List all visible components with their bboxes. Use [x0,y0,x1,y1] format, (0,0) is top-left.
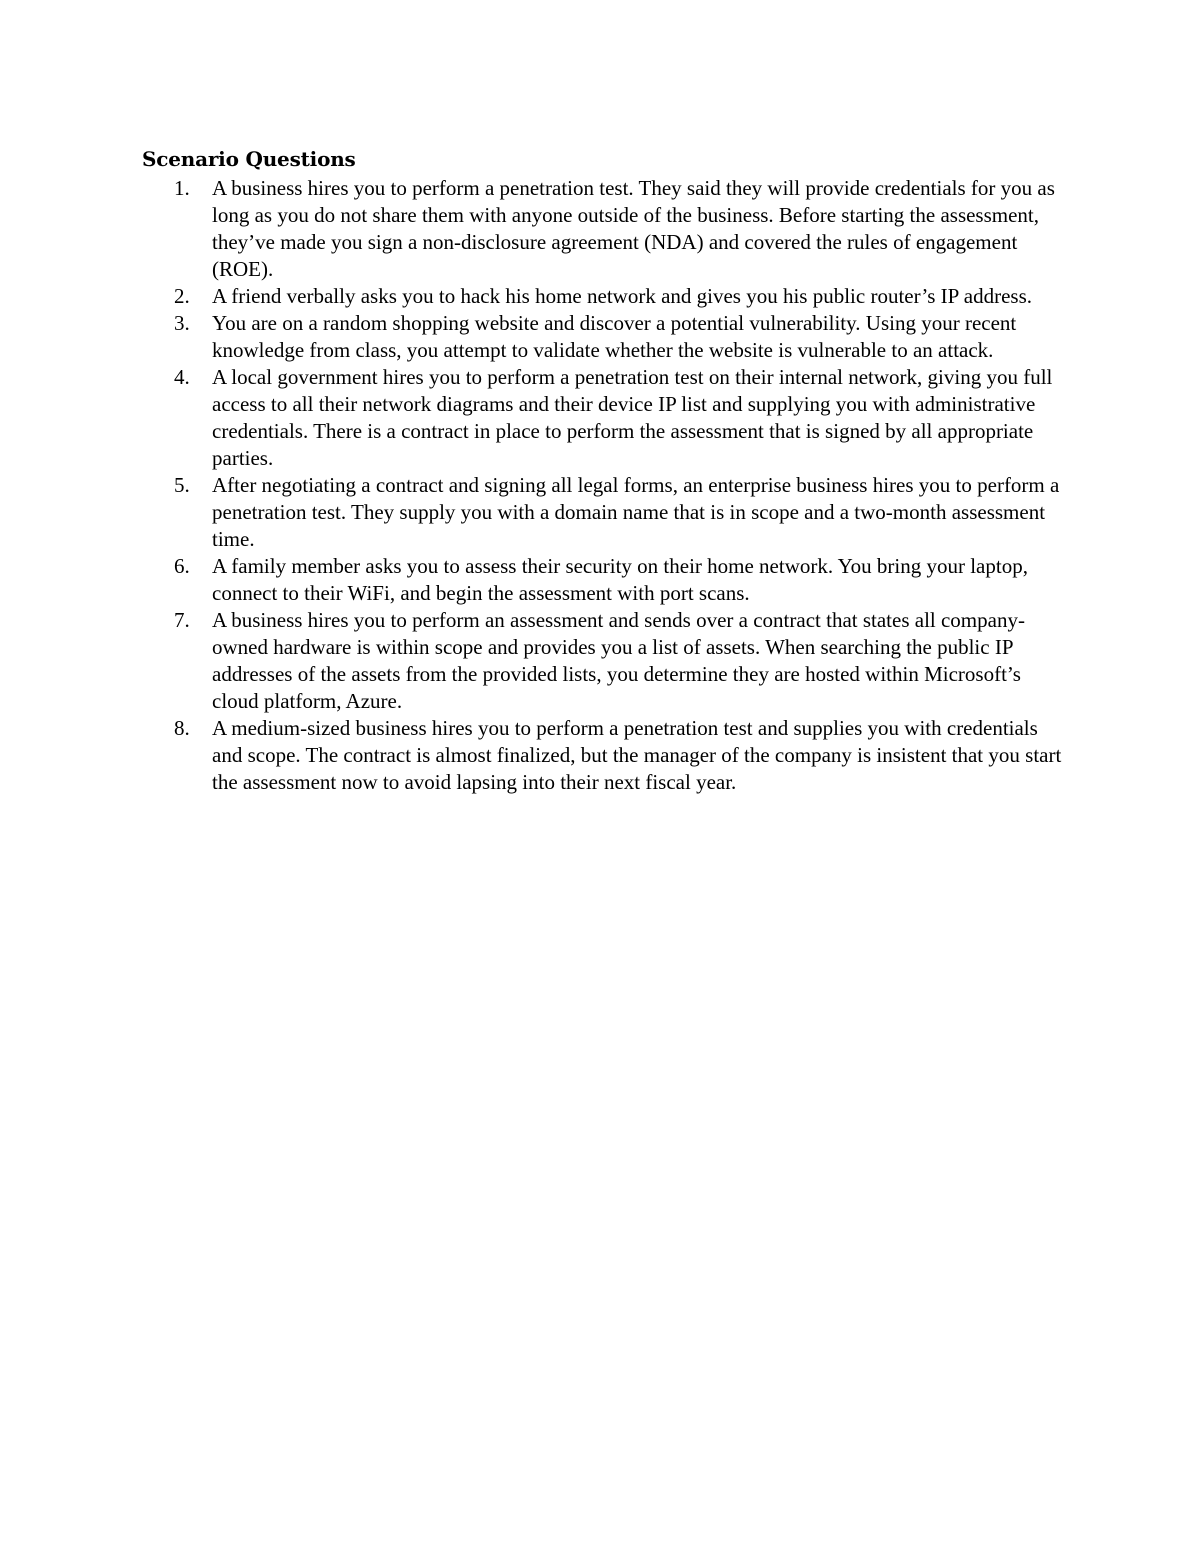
document-body [142,146,1072,796]
question-item-6 [142,553,1072,607]
question-text: A business hires you to perform an assessment and sends over a contract that states all company-owned hardware is within scope and provides you a list of assets. When searching the public IP addresses of the assets from the provided lists, you determine they are hosted within Microsoft’s cloud platform, Azure. [212,608,1025,713]
question-text: A business hires you to perform a penetration test. They said they will provide credentials for you as long as you do not share them with anyone outside of the business. Before starting the assessment, they’ve made you sign a non-disclosure agreement (NDA) and covered the rules of engagement (ROE). [212,176,1055,281]
question-number: 5. [174,473,190,497]
question-number: 6. [174,554,190,578]
question-text: You are on a random shopping website and discover a potential vulnerability. Using your recent knowledge from class, you attempt to validate whether the website is vulnerable to an attack. [212,311,1017,362]
section-heading: Scenario Questions [142,147,356,171]
question-text: A local government hires you to perform a penetration test on their internal network, giving you full access to all their network diagrams and their device IP list and supplying you with administrative credentials. There is a contract in place to perform the assessment that is signed by all appropriate parties. [212,365,1053,470]
question-number: 2. [174,284,190,308]
question-number: 3. [174,311,190,335]
question-item-8 [142,715,1072,796]
question-number: 1. [174,176,190,200]
question-item-7 [142,607,1072,715]
question-item-3 [142,310,1072,364]
question-text: A family member asks you to assess their security on their home network. You bring your laptop, connect to their WiFi, and begin the assessment with port scans. [212,554,1028,605]
question-number: 7. [174,608,190,632]
question-list [142,175,1072,796]
question-number: 8. [174,716,190,740]
question-item-5 [142,472,1072,553]
question-text: A friend verbally asks you to hack his home network and gives you his public router’s IP address. [212,284,1033,308]
question-item-2 [142,283,1072,310]
question-number: 4. [174,365,190,389]
question-text: After negotiating a contract and signing all legal forms, an enterprise business hires you to perform a penetration test. They supply you with a domain name that is in scope and a two-month assessment time. [212,473,1060,551]
question-item-4 [142,364,1072,472]
question-text: A medium-sized business hires you to perform a penetration test and supplies you with credentials and scope. The contract is almost finalized, but the manager of the company is insistent that you start the assessment now to avoid lapsing into their next fiscal year. [212,716,1062,794]
question-item-1 [142,175,1072,283]
